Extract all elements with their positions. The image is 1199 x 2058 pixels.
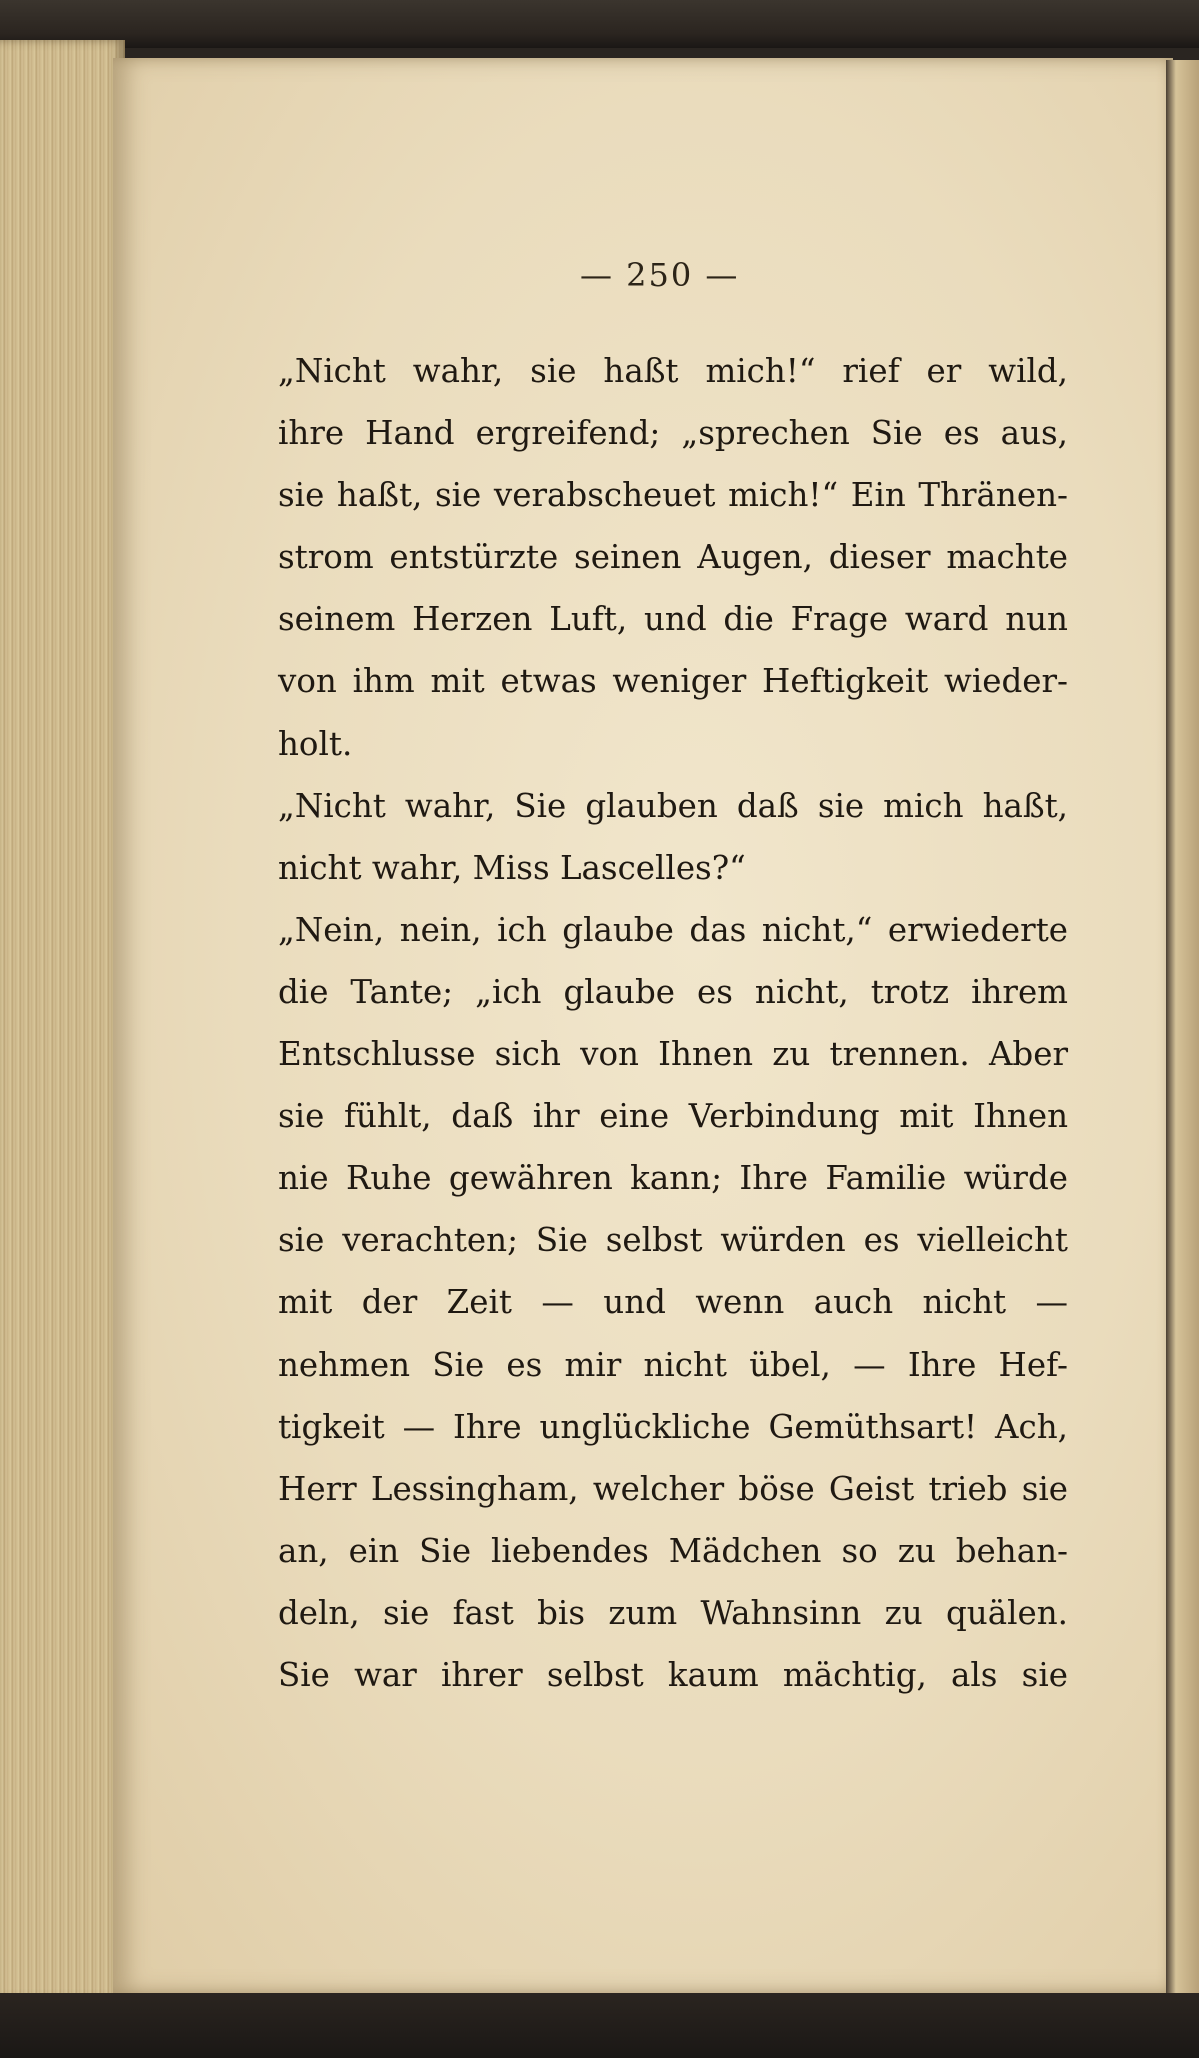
text-line: Herr Lessingham, welcher böse Geist trieb sie — [278, 1469, 1068, 1508]
body-text — [278, 340, 1068, 1706]
text-line: nehmen Sie es mir nicht übel, — Ihre Hef- — [278, 1345, 1068, 1384]
text-line: mit der Zeit — und wenn auch nicht — — [278, 1283, 1068, 1322]
text-line: „Nein, nein, ich glaube das nicht,“ erwiederte — [278, 910, 1068, 949]
text-line: holt. — [278, 724, 353, 763]
page-stack-edge — [0, 40, 125, 2000]
text-line: nicht wahr, Miss Lascelles?“ — [278, 848, 746, 887]
book-top-edge — [0, 0, 1199, 48]
book-bottom-edge — [0, 1993, 1199, 2058]
text-line: von ihm mit etwas weniger Heftigkeit wieder- — [278, 662, 1068, 701]
text-line: ihre Hand ergreifend; „sprechen Sie es aus, — [278, 414, 1068, 453]
book-right-edge — [1166, 60, 1199, 1995]
text-line: sie haßt, sie verabscheuet mich!“ Ein Thränen- — [278, 476, 1068, 515]
text-line: Sie war ihrer selbst kaum mächtig, als sie — [278, 1655, 1068, 1694]
page-number-header: — 250 — — [580, 256, 740, 294]
text-line: strom entstürzte seinen Augen, dieser machte — [278, 538, 1068, 577]
text-line: Entschlusse sich von Ihnen zu trennen. Aber — [278, 1035, 1068, 1074]
text-line: deln, sie fast bis zum Wahnsinn zu quälen. — [278, 1593, 1068, 1632]
text-line: tigkeit — Ihre unglückliche Gemüthsart! Ach, — [278, 1407, 1068, 1446]
text-line: sie fühlt, daß ihr eine Verbindung mit Ihnen — [278, 1097, 1068, 1136]
text-line: „Nicht wahr, sie haßt mich!“ rief er wild, — [278, 352, 1068, 390]
text-line: seinem Herzen Luft, und die Frage ward nun — [278, 600, 1068, 639]
text-line: „Nicht wahr, Sie glauben daß sie mich haßt, — [278, 786, 1068, 825]
text-line: nie Ruhe gewähren kann; Ihre Familie würde — [278, 1159, 1068, 1198]
text-line: sie verachten; Sie selbst würden es vielleicht — [278, 1221, 1068, 1260]
text-line: an, ein Sie liebendes Mädchen so zu behan- — [278, 1531, 1068, 1570]
text-line: die Tante; „ich glaube es nicht, trotz ihrem — [278, 972, 1068, 1011]
